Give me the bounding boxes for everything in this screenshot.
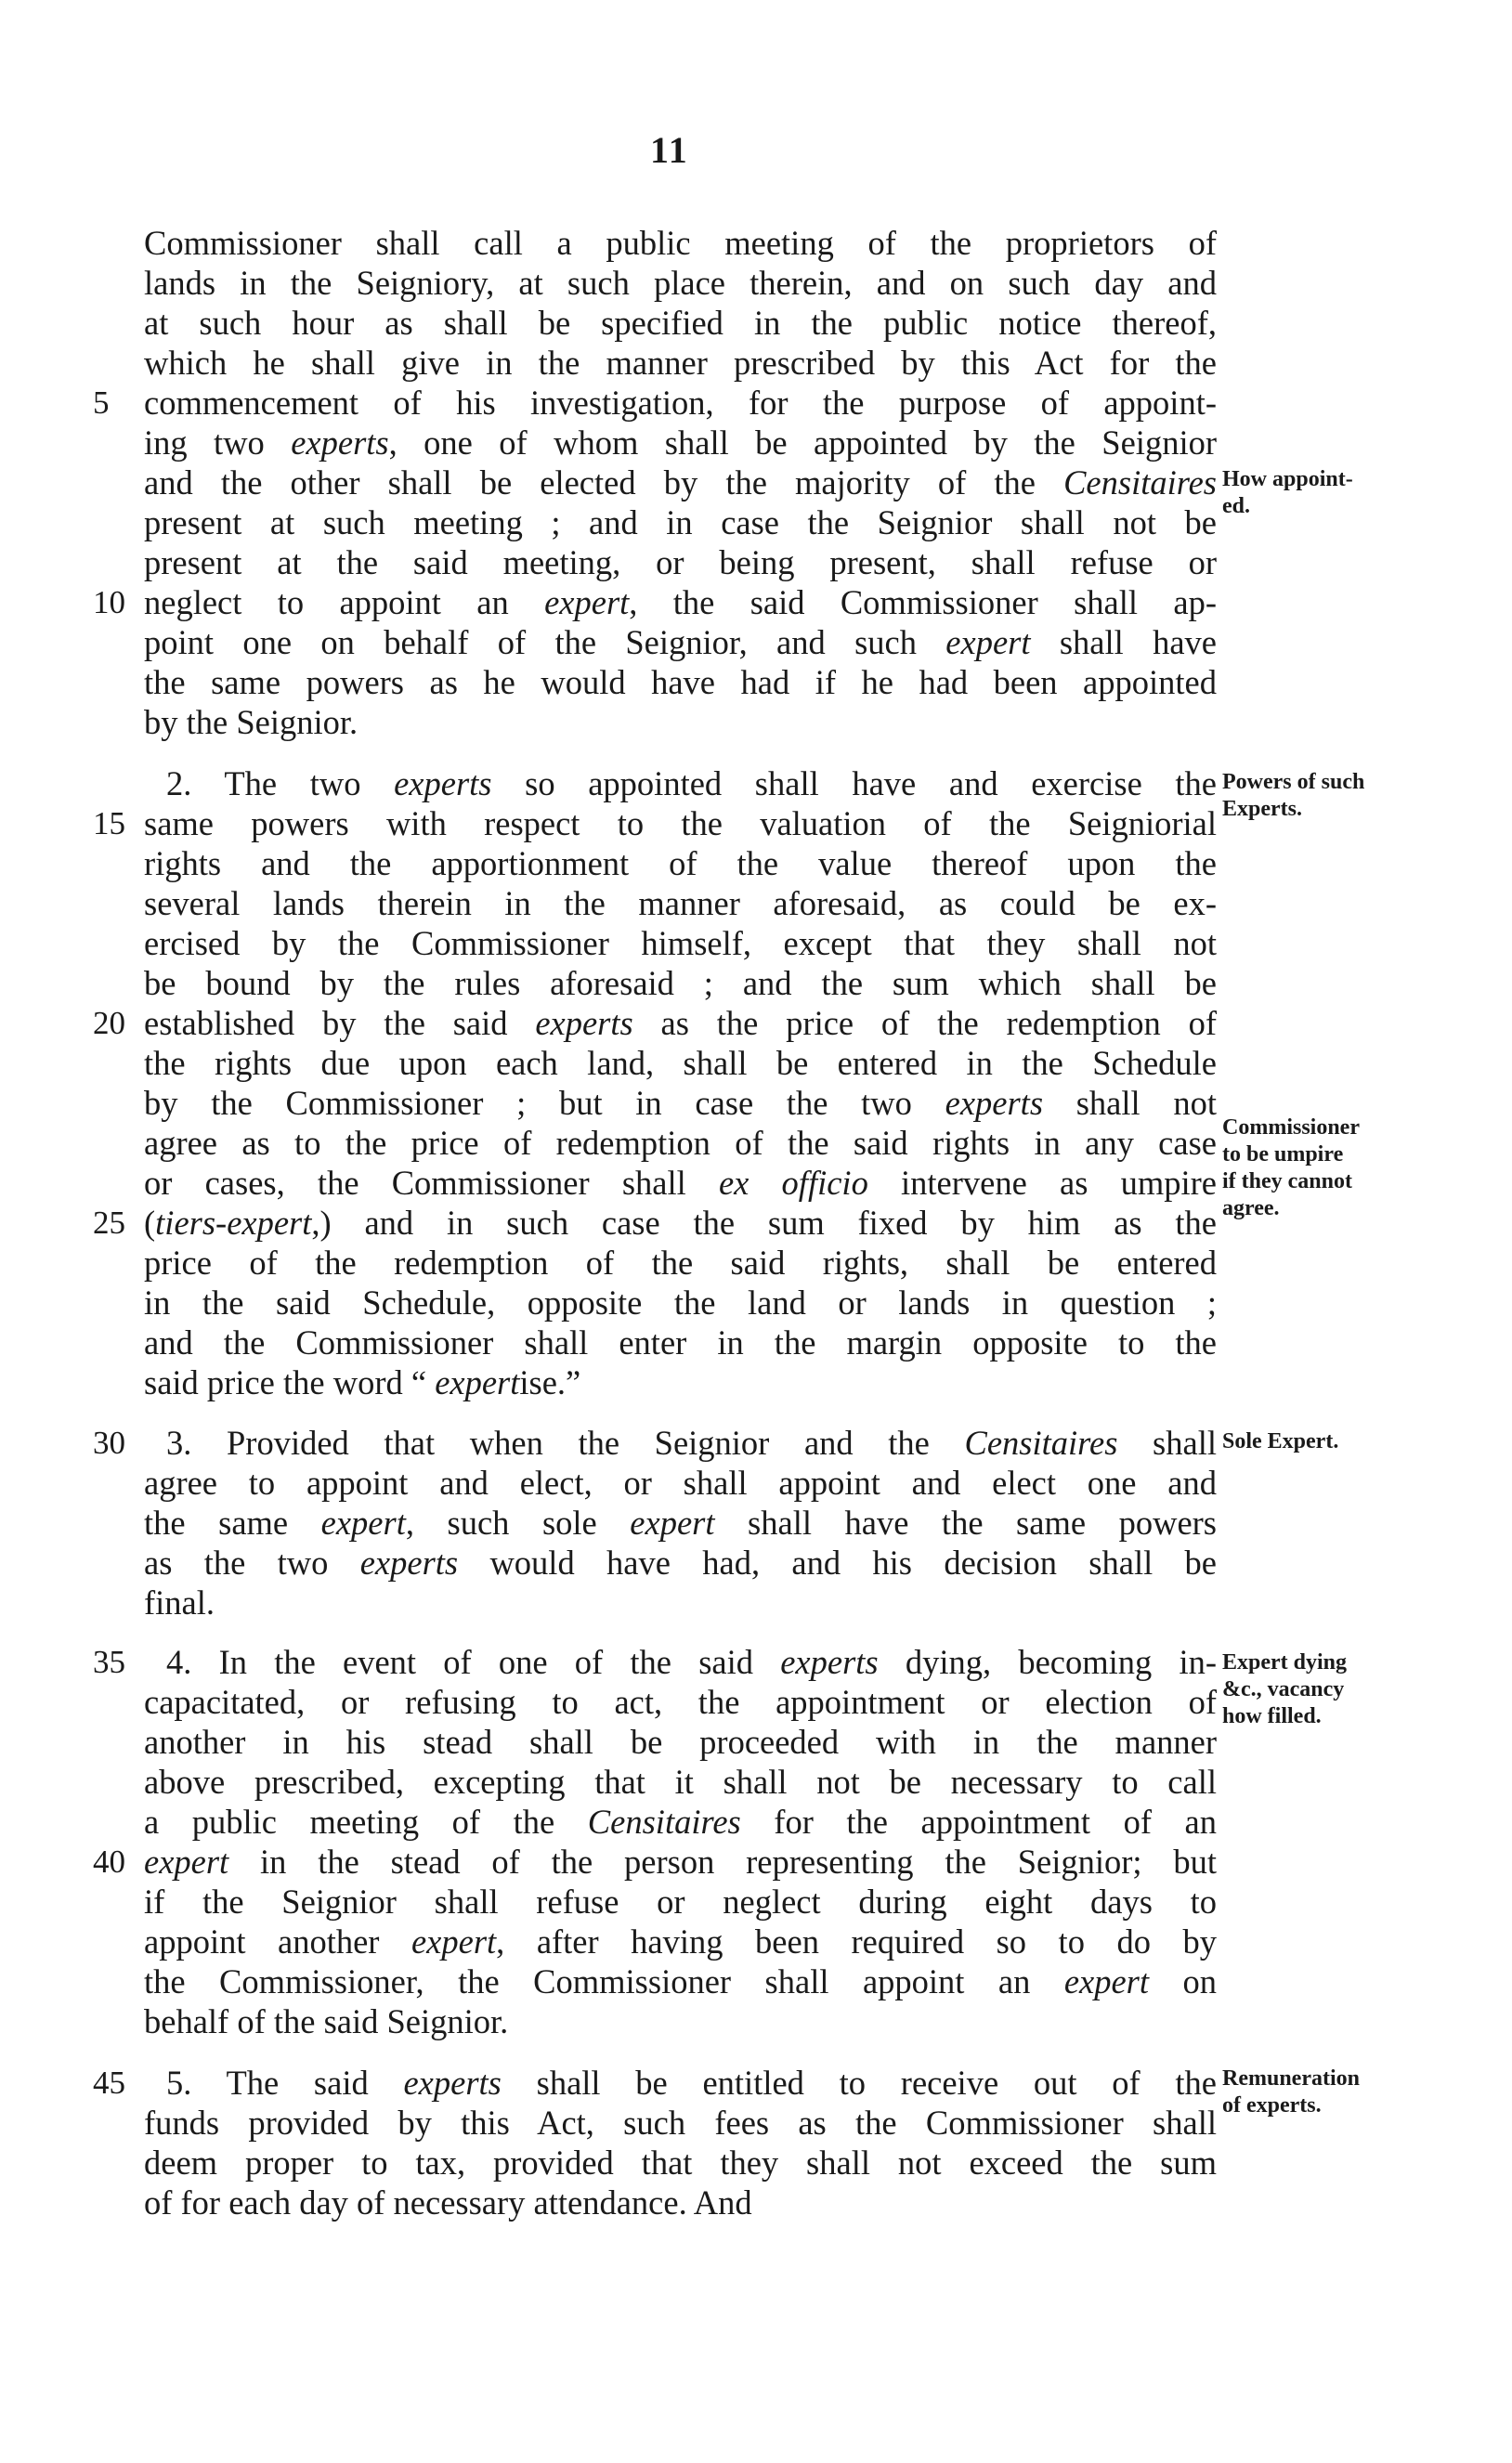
text-line: same powers with respect to the valuation of the Seigniorial: [144, 804, 1217, 842]
text-line: rights and the apportionment of the value thereof upon the: [144, 844, 1217, 882]
text-line: appoint another expert, after having been required so to do by: [144, 1922, 1217, 1961]
text-line: which he shall give in the manner prescribed by this Act for the: [144, 344, 1217, 382]
text-line: lands in the Seigniory, at such place therein, and on such day and: [144, 264, 1217, 302]
line-number: 10: [93, 584, 125, 620]
text-line: by the Seignior.: [144, 703, 358, 741]
text-line: the same powers as he would have had if he had been appointed: [144, 663, 1217, 701]
text-line: in the said Schedule, opposite the land or lands in question ;: [144, 1284, 1217, 1322]
text-line: or cases, the Commissioner shall ex officio intervene as umpire: [144, 1164, 1217, 1202]
text-line: agree to appoint and elect, or shall appoint and elect one and: [144, 1464, 1217, 1502]
text-line: price of the redemption of the said rights, shall be entered: [144, 1244, 1217, 1282]
text-line: point one on behalf of the Seignior, and such expert shall have: [144, 623, 1217, 661]
margin-note: Powers of such Experts.: [1222, 770, 1365, 821]
text-line: (tiers-expert,) and in such case the sum fixed by him as the: [144, 1204, 1217, 1242]
text-line: if the Seignior shall refuse or neglect during eight days to: [144, 1883, 1217, 1921]
line-number: 45: [93, 2065, 125, 2101]
line-number: 40: [93, 1844, 125, 1880]
line-number: 25: [93, 1205, 125, 1241]
text-line: behalf of the said Seignior.: [144, 2002, 509, 2040]
text-line: and the Commissioner shall enter in the margin opposite to the: [144, 1323, 1217, 1362]
text-line: as the two experts would have had, and his decision shall be: [144, 1544, 1218, 1582]
line-number: 35: [93, 1644, 125, 1680]
margin-note: How appoint- ed.: [1222, 467, 1353, 518]
page-number: 11: [650, 129, 689, 171]
text-line: by the Commissioner ; but in case the two experts shall not: [144, 1084, 1218, 1122]
text-line: the same expert, such sole expert shall have the same powers: [144, 1504, 1218, 1542]
text-line: ing two experts, one of whom shall be appointed by the Seignior: [144, 424, 1217, 462]
text-line: above prescribed, excepting that it shall not be necessary to call: [144, 1763, 1217, 1801]
text-line: capacitated, or refusing to act, the appointment or election of: [144, 1683, 1217, 1721]
margin-note: Expert dying &c., vacancy how filled.: [1222, 1650, 1348, 1728]
text-line: expert in the stead of the person representing the Seignior; but: [144, 1843, 1217, 1881]
text-line: 4. In the event of one of the said experts dying, becoming in-: [166, 1643, 1218, 1681]
margin-note: Commissioner to be umpire if they cannot agree.: [1222, 1115, 1360, 1220]
line-number: 15: [93, 805, 125, 841]
text-line: 2. The two experts so appointed shall have and exercise the: [166, 764, 1217, 802]
margin-note: Sole Expert.: [1222, 1429, 1339, 1453]
text-line: Commissioner shall call a public meeting of the proprietors of: [144, 224, 1217, 262]
line-number: 5: [93, 384, 110, 421]
text-line: of for each day of necessary attendance. And: [144, 2183, 752, 2222]
text-line: several lands therein in the manner aforesaid, as could be ex-: [144, 884, 1217, 922]
text-line: funds provided by this Act, such fees as the Commissioner shall: [144, 2104, 1217, 2142]
text-line: established by the said experts as the price of the redemption of: [144, 1004, 1217, 1042]
margin-note: Remuneration of experts.: [1222, 2066, 1360, 2118]
text-line: present at the said meeting, or being present, shall refuse or: [144, 543, 1217, 581]
text-line: 3. Provided that when the Seignior and the Censitaires shall: [166, 1424, 1217, 1462]
text-line: another in his stead shall be proceeded with in the manner: [144, 1723, 1217, 1761]
text-line: commencement of his investigation, for the purpose of appoint-: [144, 384, 1217, 422]
line-number: 30: [93, 1425, 125, 1461]
text-line: agree as to the price of redemption of the said rights in any case: [144, 1124, 1217, 1162]
text-line: ercised by the Commissioner himself, except that they shall not: [144, 924, 1217, 962]
text-line: present at such meeting ; and in case the Seignior shall not be: [144, 503, 1217, 541]
text-line: neglect to appoint an expert, the said Commissioner shall ap-: [144, 583, 1217, 621]
text-line: at such hour as shall be specified in the public notice thereof,: [144, 304, 1217, 342]
text-line: a public meeting of the Censitaires for the appointment of an: [144, 1803, 1217, 1841]
line-number: 20: [93, 1005, 125, 1041]
text-line: deem proper to tax, provided that they shall not exceed the sum: [144, 2144, 1217, 2182]
text-line: the Commissioner, the Commissioner shall appoint an expert on: [144, 1962, 1217, 2000]
text-line: the rights due upon each land, shall be entered in the Schedule: [144, 1044, 1217, 1082]
text-line: said price the word “ expertise.”: [144, 1363, 581, 1401]
text-line: be bound by the rules aforesaid ; and the sum which shall be: [144, 964, 1217, 1002]
text-line: final.: [144, 1583, 215, 1622]
text-line: 5. The said experts shall be entitled to receive out of the: [166, 2064, 1217, 2102]
text-line: and the other shall be elected by the majority of the Censitaires: [144, 463, 1217, 502]
